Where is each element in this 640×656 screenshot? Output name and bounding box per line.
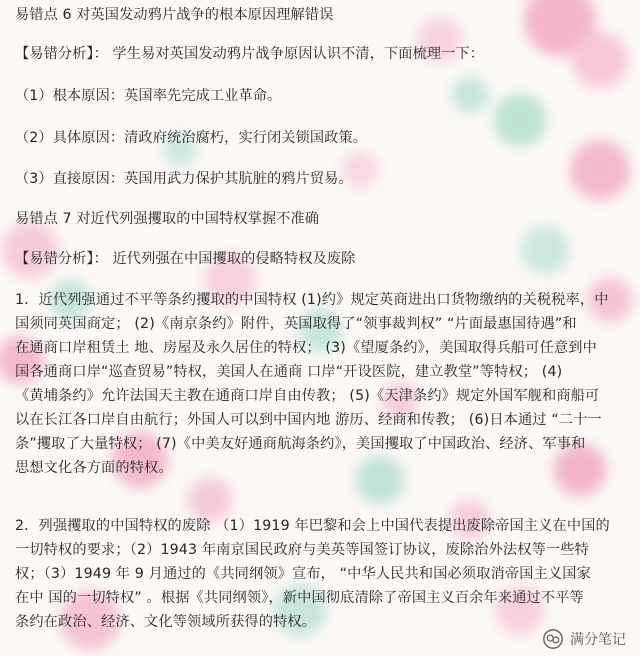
section6-analysis: 【易错分析】： 学生易对英国发动鸦片战争原因认识不清，下面梳理一下： bbox=[15, 46, 484, 62]
section7-title: 易错点 7 对近代列强攫取的中国特权掌握不准确 bbox=[15, 211, 320, 227]
watermark bbox=[542, 628, 626, 650]
section7-paragraph-2 bbox=[15, 514, 630, 634]
paragraph-line: 条约在政治、经济、文化等领域所获得的特权。 bbox=[15, 614, 317, 630]
section6-item-3: （3）直接原因：英国用武力保护其肮脏的鸦片贸易。 bbox=[15, 171, 353, 187]
paragraph-line: 权；（3）1949 年 9 月通过的《共同纲领》宣布， “中华人民共和国必须取消帝国主义国家 bbox=[15, 566, 591, 582]
paragraph-line: 国各通商口岸“巡查贸易”特权，美国人在通商 口岸“开设医院，建立教堂”等特权； (4) bbox=[15, 364, 563, 380]
section7-analysis: 【易错分析】： 近代列强在中国攫取的侵略特权及废除 bbox=[15, 251, 356, 267]
paragraph-line: 国须同英国商定； (2)《南京条约》附件，英国取得了“领事裁判权” “片面最惠国待遇”和 bbox=[15, 316, 577, 332]
paragraph-line: 思想文化各方面的特权。 bbox=[15, 460, 173, 476]
paragraph-line: 2．列强攫取的中国特权的废除 （1）1919 年巴黎和会上中国代表提出废除帝国主义在中国的 bbox=[15, 518, 610, 534]
section6-item-2: （2）具体原因：清政府统治腐朽，实行闭关锁国政策。 bbox=[15, 130, 368, 146]
paragraph-line: 在通商口岸租赁土 地、房屋及永久居住的特权； (3)《望厦条约》，美国取得兵船可任意到中 bbox=[15, 340, 597, 356]
paragraph-line: 《黄埔条约》允许法国天主教在通商口岸自由传教； (5)《天津条约》规定外国军舰和商船可 bbox=[15, 388, 600, 404]
paragraph-line: 在中 国的一切特权” 。根据《共同纲领》，新中国彻底清除了帝国主义百余年来通过不平等 bbox=[15, 590, 584, 606]
section6-item-1: （1）根本原因：英国率先完成工业革命。 bbox=[15, 88, 282, 104]
section6-title: 易错点 6 对英国发动鸦片战争的根本原因理解错误 bbox=[15, 7, 334, 23]
watermark-text: 满分笔记 bbox=[570, 632, 626, 648]
paragraph-line: 一切特权的要求；（2）1943 年南京国民政府与美英等国签订协议，废除治外法权等一些特 bbox=[15, 542, 589, 558]
wechat-official-account-icon bbox=[542, 628, 564, 650]
paragraph-line: 以在长江各口岸自由航行；外国人可以到中国内地 游历、经商和传教； (6)日本通过 “二十一 bbox=[15, 412, 602, 428]
section7-paragraph-1 bbox=[15, 288, 630, 480]
paragraph-line: 1．近代列强通过不平等条约攫取的中国特权 (1)约》规定英商进出口货物缴纳的关税税率，中 bbox=[15, 292, 609, 308]
paragraph-line: 条”攫取了大量特权； (7)《中美友好通商航海条约》，美国攫取了中国政治、经济、军事和 bbox=[15, 436, 586, 452]
